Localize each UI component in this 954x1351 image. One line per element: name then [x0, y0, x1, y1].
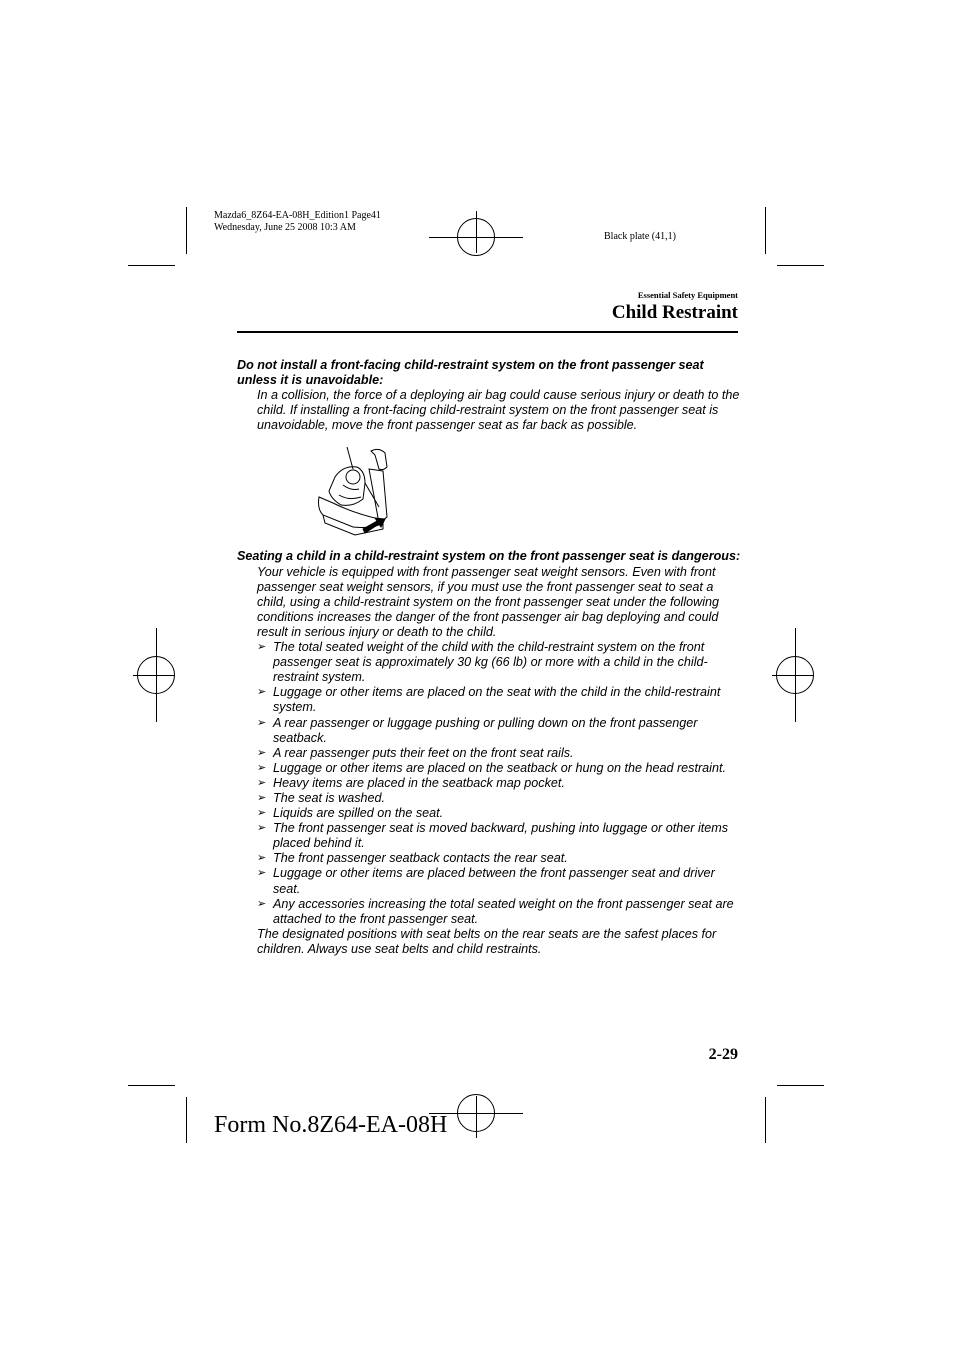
registration-line: [476, 1096, 477, 1138]
black-plate-label: Black plate (41,1): [604, 231, 676, 242]
warning-body: Your vehicle is equipped with front passenger seat weight sensors. Even with front passenger seat weight sensors, if you must use the front passenger seat to seat a child, using a child-restraint system on the front passenger seat under the following conditions increases the danger of the front passenger air bag deploying and could result in serious injury or death to the child.: [257, 564, 720, 639]
arrowhead-bullet-icon: ➢: [257, 686, 267, 699]
list-item: ➢ Heavy items are placed in the seatback map pocket.: [257, 775, 565, 790]
arrowhead-bullet-icon: ➢: [257, 746, 267, 759]
child-seat-illustration: [313, 447, 393, 539]
crop-mark: [128, 1085, 175, 1086]
registration-line: [133, 675, 175, 676]
arrowhead-bullet-icon: ➢: [257, 897, 267, 910]
crop-mark: [777, 1085, 824, 1086]
closing-note: The designated positions with seat belts on the rear seats are the safest places for children. Always use seat belts and child restraints.: [257, 926, 717, 956]
registration-line: [772, 675, 814, 676]
crop-mark: [777, 265, 824, 266]
crop-mark: [186, 1097, 187, 1143]
registration-line: [476, 211, 477, 253]
page-number: 2-29: [708, 1046, 738, 1063]
arrowhead-bullet-icon: ➢: [257, 716, 267, 729]
list-item: ➢ The front passenger seat is moved backward, pushing into luggage or other items placed behind it.: [257, 821, 729, 851]
crop-mark: [186, 207, 187, 254]
arrowhead-bullet-icon: ➢: [257, 867, 267, 880]
registration-line: [795, 628, 796, 722]
list-item: ➢ Luggage or other items are placed on the seat with the child in the child-restraint system.: [257, 685, 721, 715]
list-item: ➢ A rear passenger puts their feet on the front seat rails.: [257, 745, 574, 760]
arrowhead-bullet-icon: ➢: [257, 776, 267, 789]
arrowhead-bullet-icon: ➢: [257, 822, 267, 835]
print-meta: [214, 210, 381, 234]
title-rule: [237, 331, 738, 333]
registration-line: [156, 628, 157, 722]
list-item: ➢ The front passenger seatback contacts the rear seat.: [257, 851, 568, 866]
list-item: ➢ A rear passenger or luggage pushing or pulling down on the front passenger seatback.: [257, 715, 698, 745]
list-item: ➢ Liquids are spilled on the seat.: [257, 806, 444, 821]
print-meta-timestamp: Wednesday, June 25 2008 10:3 AM: [214, 222, 356, 233]
print-meta-filename: Mazda6_8Z64-EA-08H_Edition1 Page41: [214, 210, 381, 221]
arrowhead-bullet-icon: ➢: [257, 807, 267, 820]
section-label: Essential Safety Equipment: [637, 290, 738, 300]
list-item: ➢ Any accessories increasing the total seated weight on the front passenger seat are attached to the front passenger seat.: [257, 896, 734, 926]
warning-heading: Do not install a front-facing child-restraint system on the front passenger seat unless it is unavoidable:: [237, 358, 704, 388]
arrowhead-bullet-icon: ➢: [257, 761, 267, 774]
list-item: ➢ Luggage or other items are placed on the seatback or hung on the head restraint.: [257, 760, 726, 775]
main-content: [237, 358, 742, 957]
warning-heading: Seating a child in a child-restraint system on the front passenger seat is dangerous:: [237, 549, 741, 564]
arrowhead-bullet-icon: ➢: [257, 641, 267, 654]
arrowhead-bullet-icon: ➢: [257, 852, 267, 865]
condition-list: [237, 640, 742, 927]
list-item: ➢ The total seated weight of the child with the child-restraint system on the front passenger seat is approximately 30 kg (66 lb) or more with a child in the child-restraint system.: [257, 640, 708, 685]
page-title: Child Restraint: [611, 302, 738, 323]
crop-mark: [128, 265, 175, 266]
crop-mark: [765, 207, 766, 254]
warning-body: In a collision, the force of a deploying air bag could cause serious injury or death to the child. If installing a front-facing child-restraint system on the front passenger seat is unavoidable, move the front passenger seat as far back as possible.: [257, 388, 740, 433]
list-item: ➢ Luggage or other items are placed between the front passenger seat and driver seat.: [257, 866, 715, 896]
list-item: ➢ The seat is washed.: [257, 790, 386, 805]
crop-mark: [765, 1097, 766, 1143]
arrowhead-bullet-icon: ➢: [257, 791, 267, 804]
form-number: Form No.8Z64-EA-08H: [214, 1112, 448, 1138]
